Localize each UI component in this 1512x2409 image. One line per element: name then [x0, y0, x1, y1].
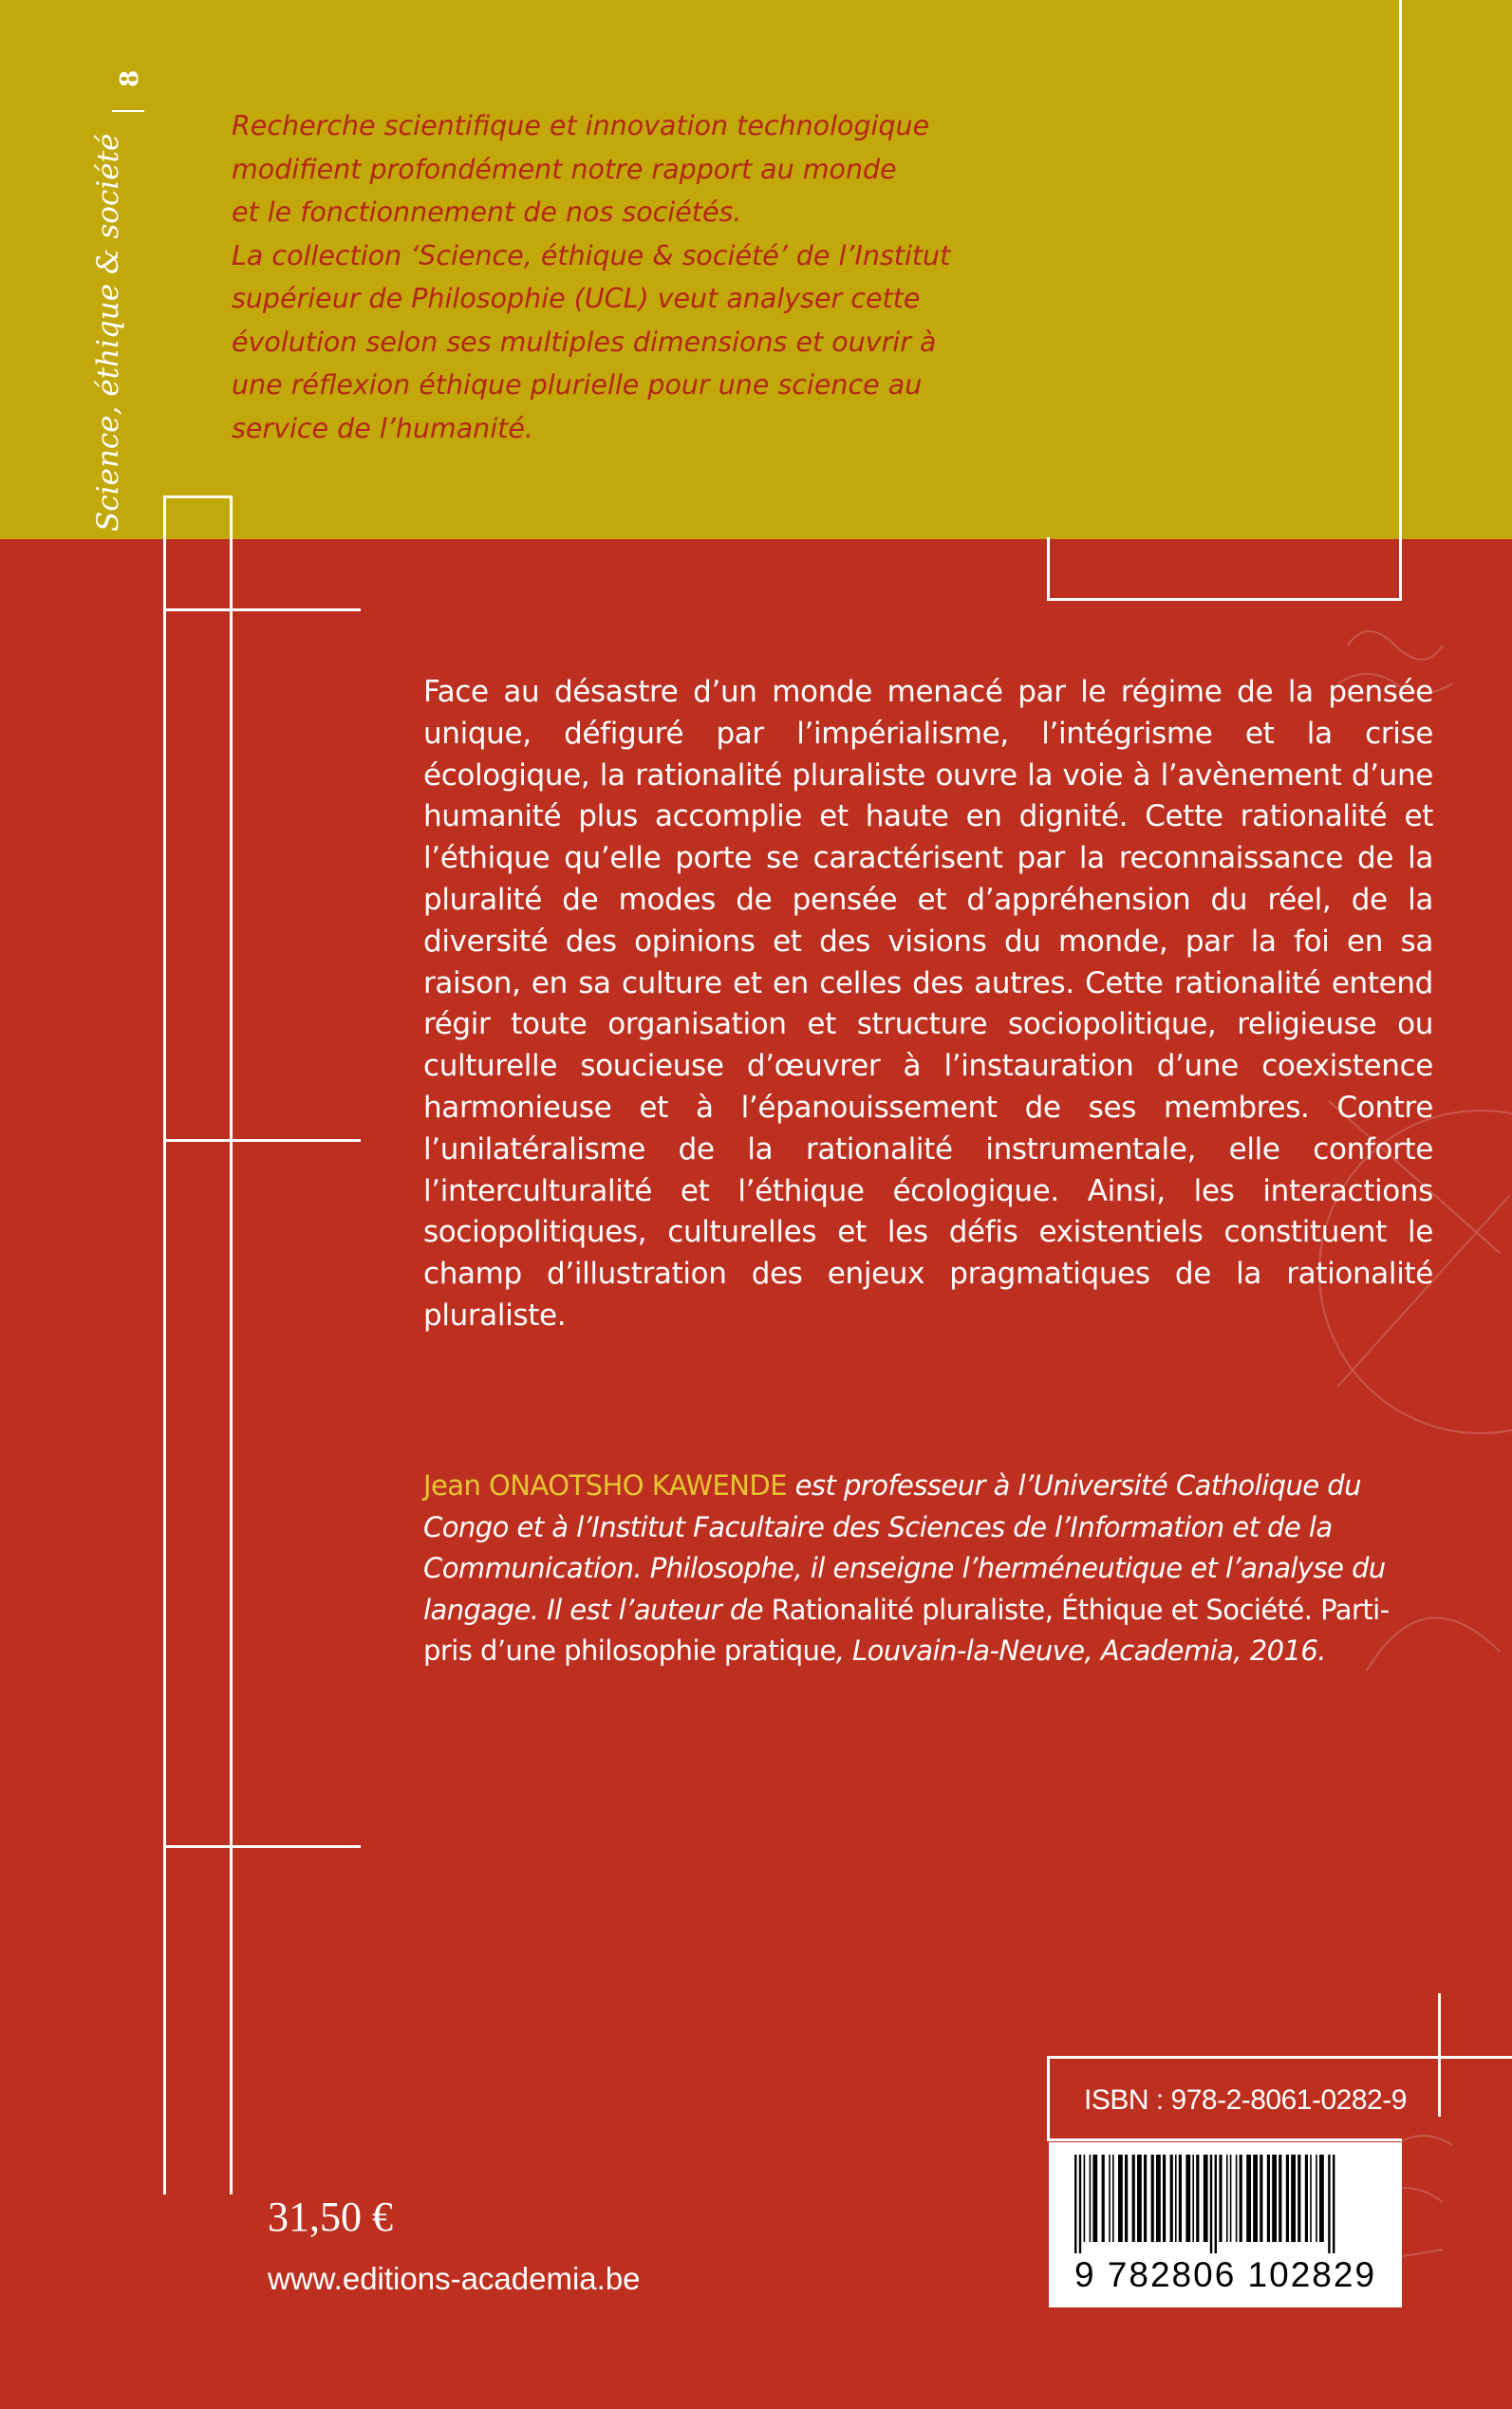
- author-book-title: Rationalité pluraliste, Éthique et Société. Parti-pris d’une philosophie pratique: [423, 1593, 1390, 1667]
- series-line: supérieur de Philosophie (UCL) veut analyser cette: [232, 283, 921, 314]
- series-line: modifient profondément notre rapport au monde: [232, 153, 897, 185]
- barcode-bar: [1074, 2155, 1076, 2253]
- barcode-bar: [1230, 2155, 1232, 2242]
- barcode-bar: [1328, 2155, 1330, 2253]
- barcode-bar: [1151, 2155, 1154, 2242]
- barcode-bar: [1316, 2155, 1317, 2242]
- barcode-bar: [1305, 2155, 1308, 2242]
- series-line: évolution selon ses multiples dimensions et ouvrir à: [232, 326, 937, 358]
- collection-number: 8: [116, 69, 144, 87]
- barcode-bar: [1272, 2155, 1277, 2242]
- deco-line: [1438, 1993, 1441, 2117]
- deco-line: [230, 495, 233, 2194]
- deco-line: [163, 1845, 361, 1848]
- barcode-bar: [1185, 2155, 1190, 2242]
- barcode-bar: [1196, 2155, 1199, 2242]
- barcode-bar: [1192, 2155, 1194, 2242]
- barcode-bar: [1226, 2155, 1228, 2242]
- barcode-bar: [1236, 2155, 1238, 2242]
- series-line: Recherche scientifique et innovation technologique: [232, 110, 930, 141]
- author-bio-publisher: , Louvain-la-Neuve, Academia, 2016.: [835, 1634, 1326, 1667]
- barcode-bar: [1219, 2155, 1222, 2242]
- barcode-bar: [1144, 2155, 1147, 2242]
- barcode-bar: [1319, 2155, 1324, 2242]
- barcode-bar: [1267, 2155, 1270, 2242]
- barcode-bar: [1260, 2155, 1262, 2242]
- barcode-bar: [1179, 2155, 1182, 2242]
- isbn-label: ISBN : 978-2-8061-0282-9: [1084, 2084, 1407, 2116]
- barcode-bar: [1102, 2155, 1105, 2242]
- barcode: [1049, 2142, 1402, 2307]
- barcode-bar: [1084, 2155, 1086, 2242]
- barcode-bar: [1204, 2155, 1208, 2242]
- barcode-bar: [1132, 2155, 1135, 2242]
- barcode-bar: [1286, 2155, 1289, 2242]
- deco-line: [163, 495, 166, 2194]
- deco-line: [1399, 0, 1402, 601]
- spine-separator: [112, 110, 144, 112]
- deco-line: [163, 495, 232, 498]
- barcode-bar: [1092, 2155, 1097, 2242]
- deco-line: [163, 608, 361, 611]
- barcode-bar: [1125, 2155, 1128, 2242]
- barcode-bar: [1109, 2155, 1111, 2242]
- series-line: et le fonctionnement de nos sociétés.: [232, 196, 742, 228]
- publisher-website: www.editions-academia.be: [268, 2261, 641, 2296]
- collection-name-vertical: Science, éthique & société: [91, 133, 125, 532]
- deco-line: [1047, 2138, 1402, 2141]
- deco-line: [163, 1139, 361, 1142]
- series-line: La collection ‘Science, éthique & société’ de l’Institut: [232, 239, 951, 271]
- barcode-bar: [1170, 2155, 1173, 2242]
- deco-line: [1047, 2056, 1512, 2059]
- author-bio: [423, 1466, 1433, 1672]
- barcode-bar: [1156, 2155, 1161, 2242]
- deco-line: [1047, 2056, 1050, 2141]
- barcode-bars: [1069, 2155, 1382, 2253]
- barcode-bar: [1240, 2155, 1242, 2242]
- author-name: Jean ONAOTSHO KAWENDE: [423, 1469, 787, 1502]
- barcode-bar: [1210, 2155, 1212, 2253]
- barcode-digits: 9 782806 102829: [1073, 2255, 1377, 2294]
- barcode-bar: [1279, 2155, 1281, 2242]
- barcode-bar: [1297, 2155, 1300, 2242]
- author-bio-text: est professeur à l’Université Catholique du Congo et à l’Institut Facultaire des Sciences de l’Information et de la Communication. Philosophe, il enseigne l’herméneutique et l’analyse du langage. Il est l’auteur de: [423, 1469, 1386, 1626]
- deco-line: [1047, 598, 1402, 601]
- series-description: [232, 104, 1086, 450]
- barcode-bar: [1175, 2155, 1177, 2242]
- barcode-bar: [1079, 2155, 1081, 2253]
- barcode-bar: [1215, 2155, 1217, 2253]
- barcode-bar: [1310, 2155, 1312, 2242]
- barcode-bar: [1137, 2155, 1142, 2242]
- barcode-bar: [1253, 2155, 1258, 2242]
- barcode-bar: [1163, 2155, 1166, 2242]
- series-line: service de l’humanité.: [232, 412, 533, 444]
- barcode-bar: [1291, 2155, 1296, 2242]
- series-line: une réflexion éthique plurielle pour une science au: [232, 369, 923, 401]
- barcode-bar: [1118, 2155, 1123, 2242]
- deco-line: [1047, 537, 1050, 600]
- book-summary: Face au désastre d’un monde menacé par le régime de la pensée unique, défiguré par l’impérialisme, l’intégrisme et la crise écologique, la rationalité pluraliste ouvre la voie à l’avènement d’une humanité plus accomplie et haute en dignité. Cette rationalité et l’éthique qu’elle porte se caractérisent par la reconnaissance de la pluralité de modes de pensée et d’appréhension du réel, de la diversité des opinions et des visions du monde, par la foi en sa raison, en sa culture et en celles des autres. Cette rationalité entend régir toute organisation et structure sociopolitique, religieuse ou culturelle soucieuse d’œuvrer à l’instauration d’une coexistence harmonieuse et à l’épanouissement de ses membres. Contre l’unilatéralisme de la rationalité instrumentale, elle conforte l’interculturalité et l’éthique écologique. Ainsi, les interactions sociopolitiques, culturelles et les défis existentiels constituent le champ d’illustration des enjeux pragmatiques de la rationalité pluraliste.: [423, 675, 1433, 1333]
- barcode-bar: [1246, 2155, 1251, 2242]
- price: 31,50 €: [268, 2194, 393, 2240]
- barcode-bar: [1090, 2155, 1092, 2242]
- barcode-bar: [1112, 2155, 1114, 2242]
- barcode-bar: [1333, 2155, 1335, 2253]
